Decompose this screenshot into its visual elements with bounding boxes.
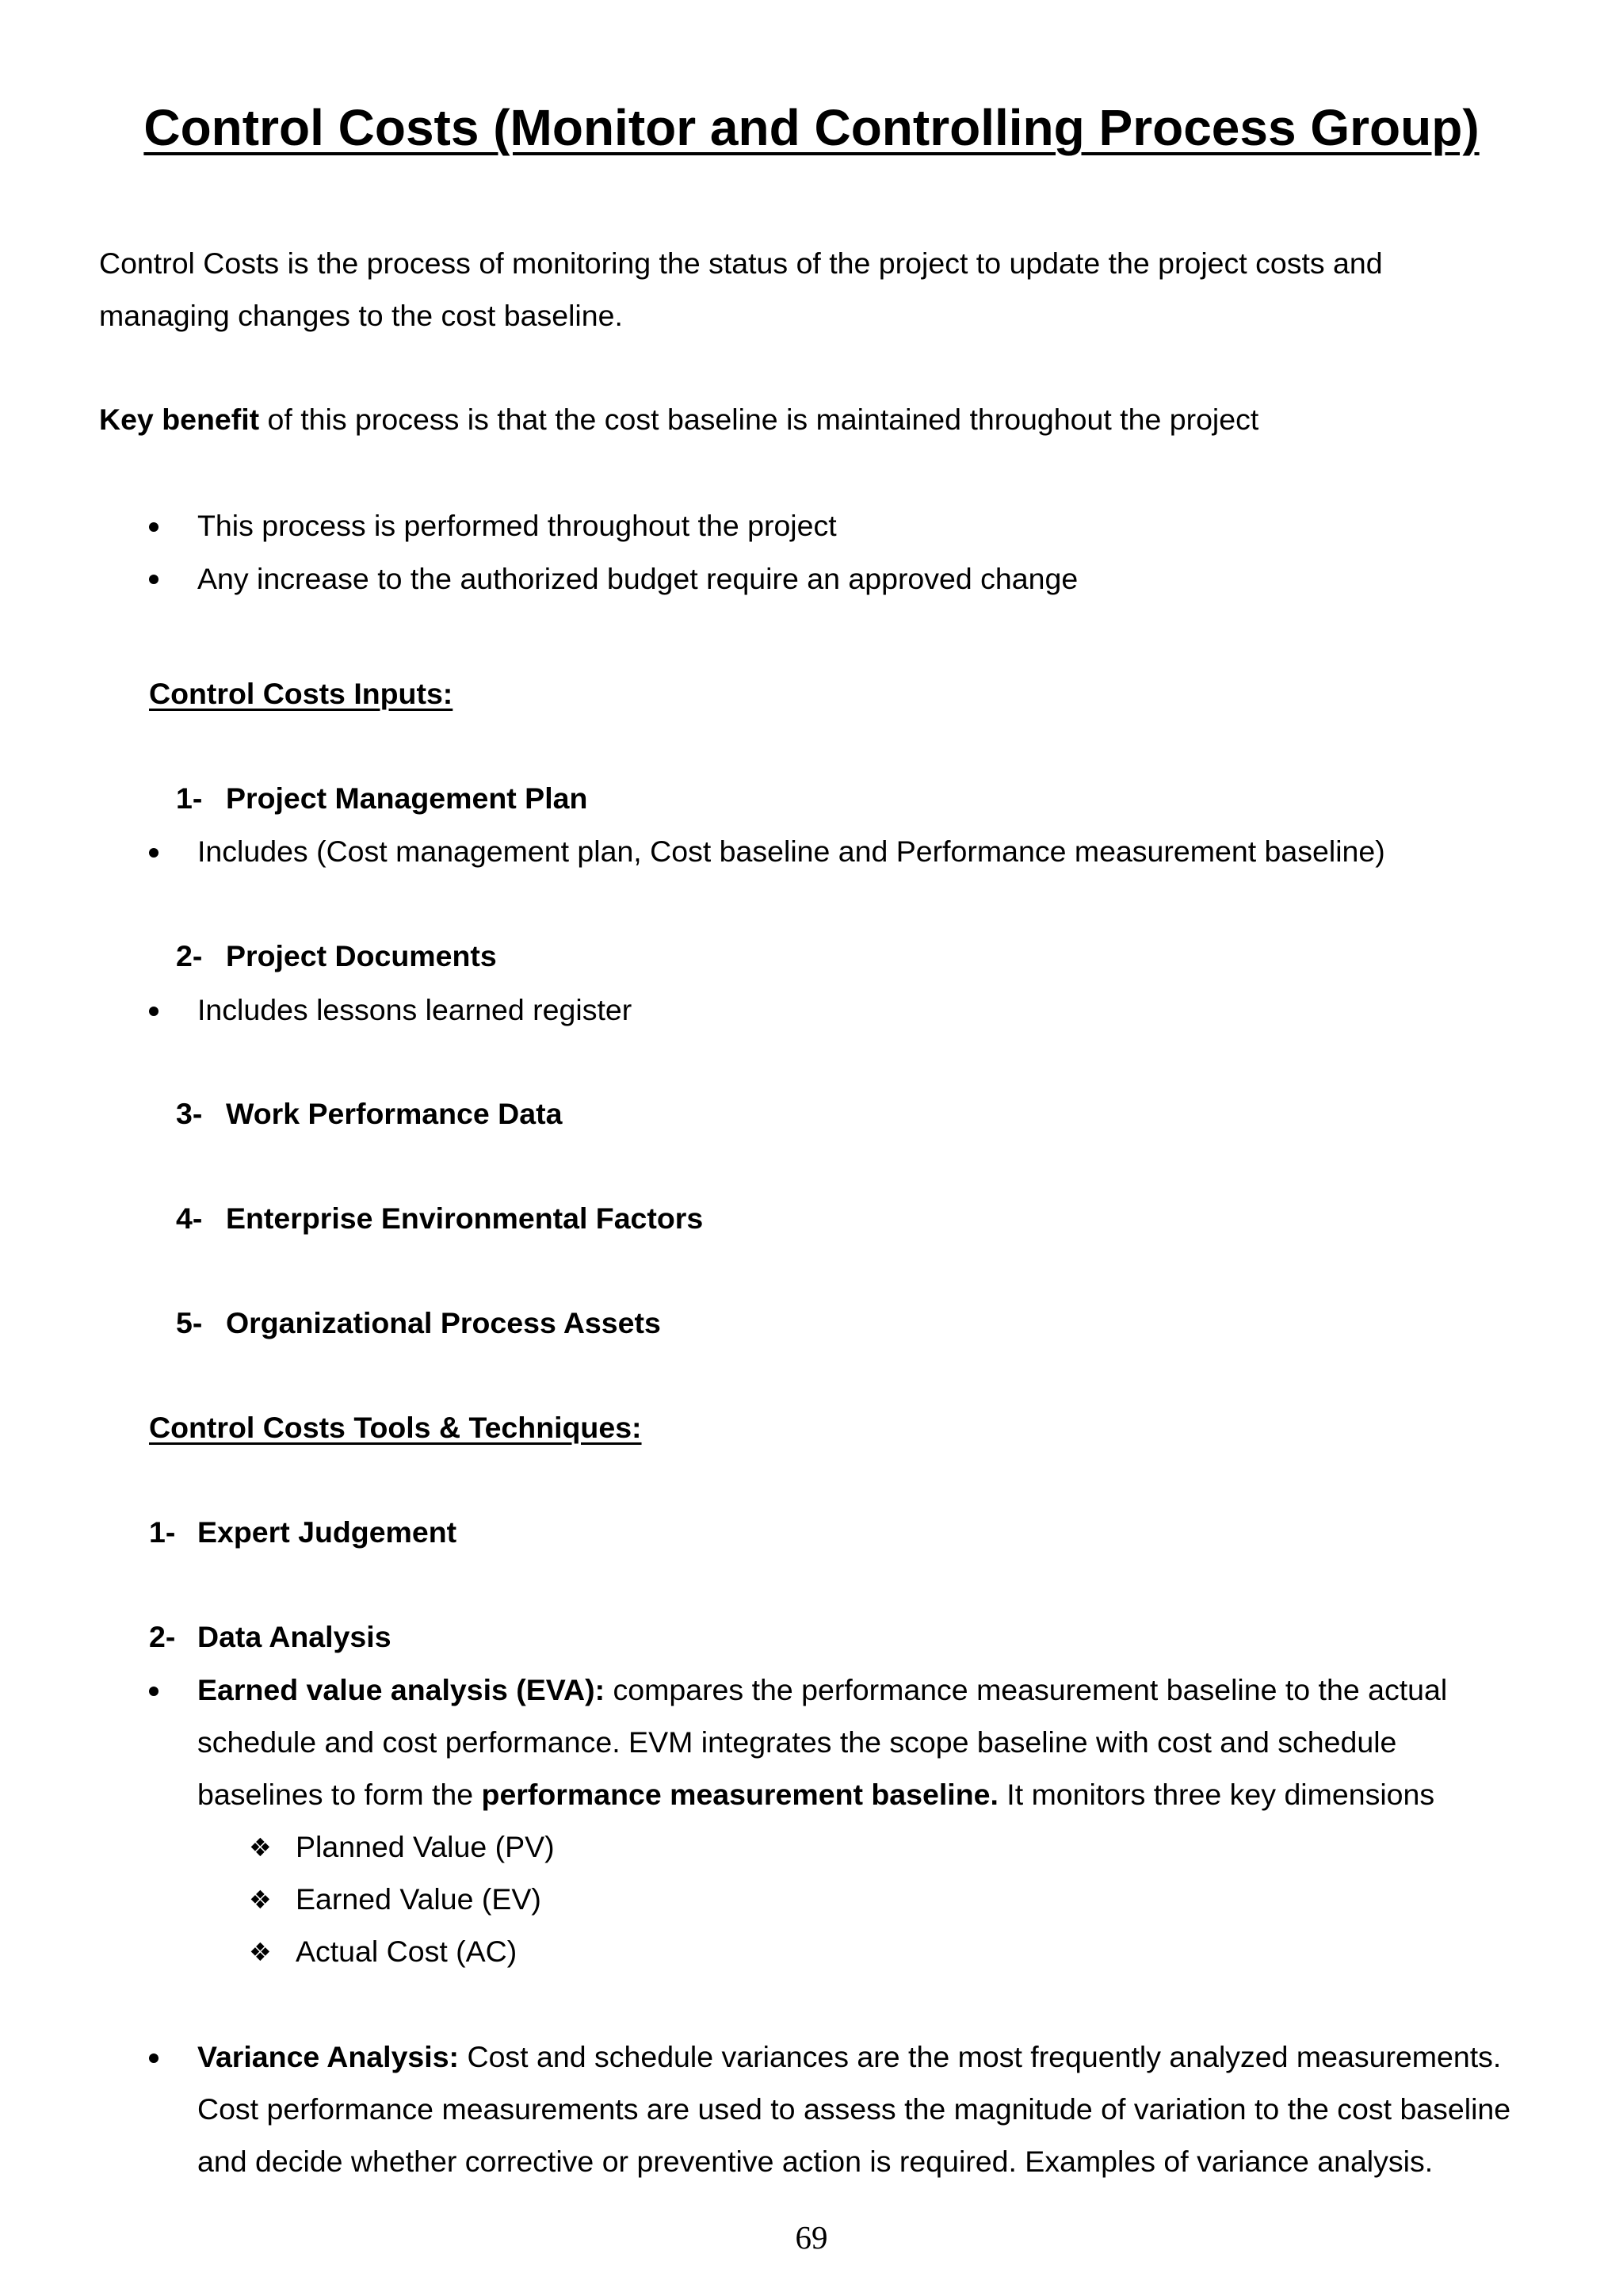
input-number: 1- [176,781,203,815]
input-note: Includes (Cost management plan, Cost baseline and Performance measurement baseline) [197,835,1385,868]
bullet-dot-icon [149,522,158,532]
eva-text: baselines to form the [197,1778,482,1811]
input-label: Enterprise Environmental Factors [226,1201,704,1235]
variance-line-3: and decide whether corrective or preventive action is required. Examples of variance analysis. [197,2145,1434,2178]
variance-line-1 [197,2042,1501,2073]
key-benefit-text: of this process is that the cost baseline is maintained throughout the project [259,403,1259,436]
input-note: Includes lessons learned register [197,993,632,1026]
page-number: 69 [795,2219,828,2256]
bullet-dot-icon [149,1007,158,1016]
variance-line-2: Cost performance measurements are used to assess the magnitude of variation to the cost baseline [197,2092,1511,2126]
tool-number: 2- [149,1620,176,1653]
tool-label: Data Analysis [197,1620,391,1653]
tool-number: 1- [149,1515,176,1549]
bullet-dot-icon [149,575,158,584]
eva-line-2: schedule and cost performance. EVM integrates the scope baseline with cost and schedule [197,1725,1397,1759]
diamond-bullet-icon: ❖ [249,1832,272,1862]
eva-dimension: Actual Cost (AC) [296,1935,517,1968]
eva-emphasis: performance measurement baseline. [481,1778,999,1811]
diamond-bullet-icon: ❖ [249,1937,272,1967]
bullet-item: This process is performed throughout the project [197,509,837,542]
tool-label: Expert Judgement [197,1515,457,1549]
intro-line-1: Control Costs is the process of monitoring the status of the project to update the project costs and [99,246,1383,280]
variance-label: Variance Analysis: [197,2040,460,2073]
bullet-dot-icon [149,1687,158,1696]
page-title: Control Costs (Monitor and Controlling Process Group) [143,99,1480,156]
input-label: Work Performance Data [226,1097,563,1130]
tools-heading: Control Costs Tools & Techniques: [149,1411,642,1444]
eva-line-1 [197,1675,1447,1706]
inputs-heading: Control Costs Inputs: [149,677,453,710]
bullet-dot-icon [149,848,158,858]
eva-text: compares the performance measurement baseline to the actual [605,1673,1448,1706]
variance-text: Cost and schedule variances are the most frequently analyzed measurements. [459,2040,1502,2073]
diamond-bullet-icon: ❖ [249,1885,272,1915]
input-number: 5- [176,1306,203,1339]
eva-dimension: Earned Value (EV) [296,1882,541,1916]
input-number: 3- [176,1097,203,1130]
bullet-dot-icon [149,2053,158,2063]
input-label: Project Documents [226,939,497,972]
input-label: Organizational Process Assets [226,1306,661,1339]
input-number: 2- [176,939,203,972]
eva-dimension: Planned Value (PV) [296,1830,555,1863]
input-number: 4- [176,1201,203,1235]
input-label: Project Management Plan [226,781,588,815]
eva-line-3 [197,1780,1434,1810]
eva-label: Earned value analysis (EVA): [197,1673,605,1706]
key-benefit-label: Key benefit [99,403,260,436]
bullet-item: Any increase to the authorized budget require an approved change [197,562,1079,595]
intro-line-2: managing changes to the cost baseline. [99,299,623,332]
eva-text: It monitors three key dimensions [998,1778,1435,1811]
key-benefit-paragraph [99,405,1258,435]
